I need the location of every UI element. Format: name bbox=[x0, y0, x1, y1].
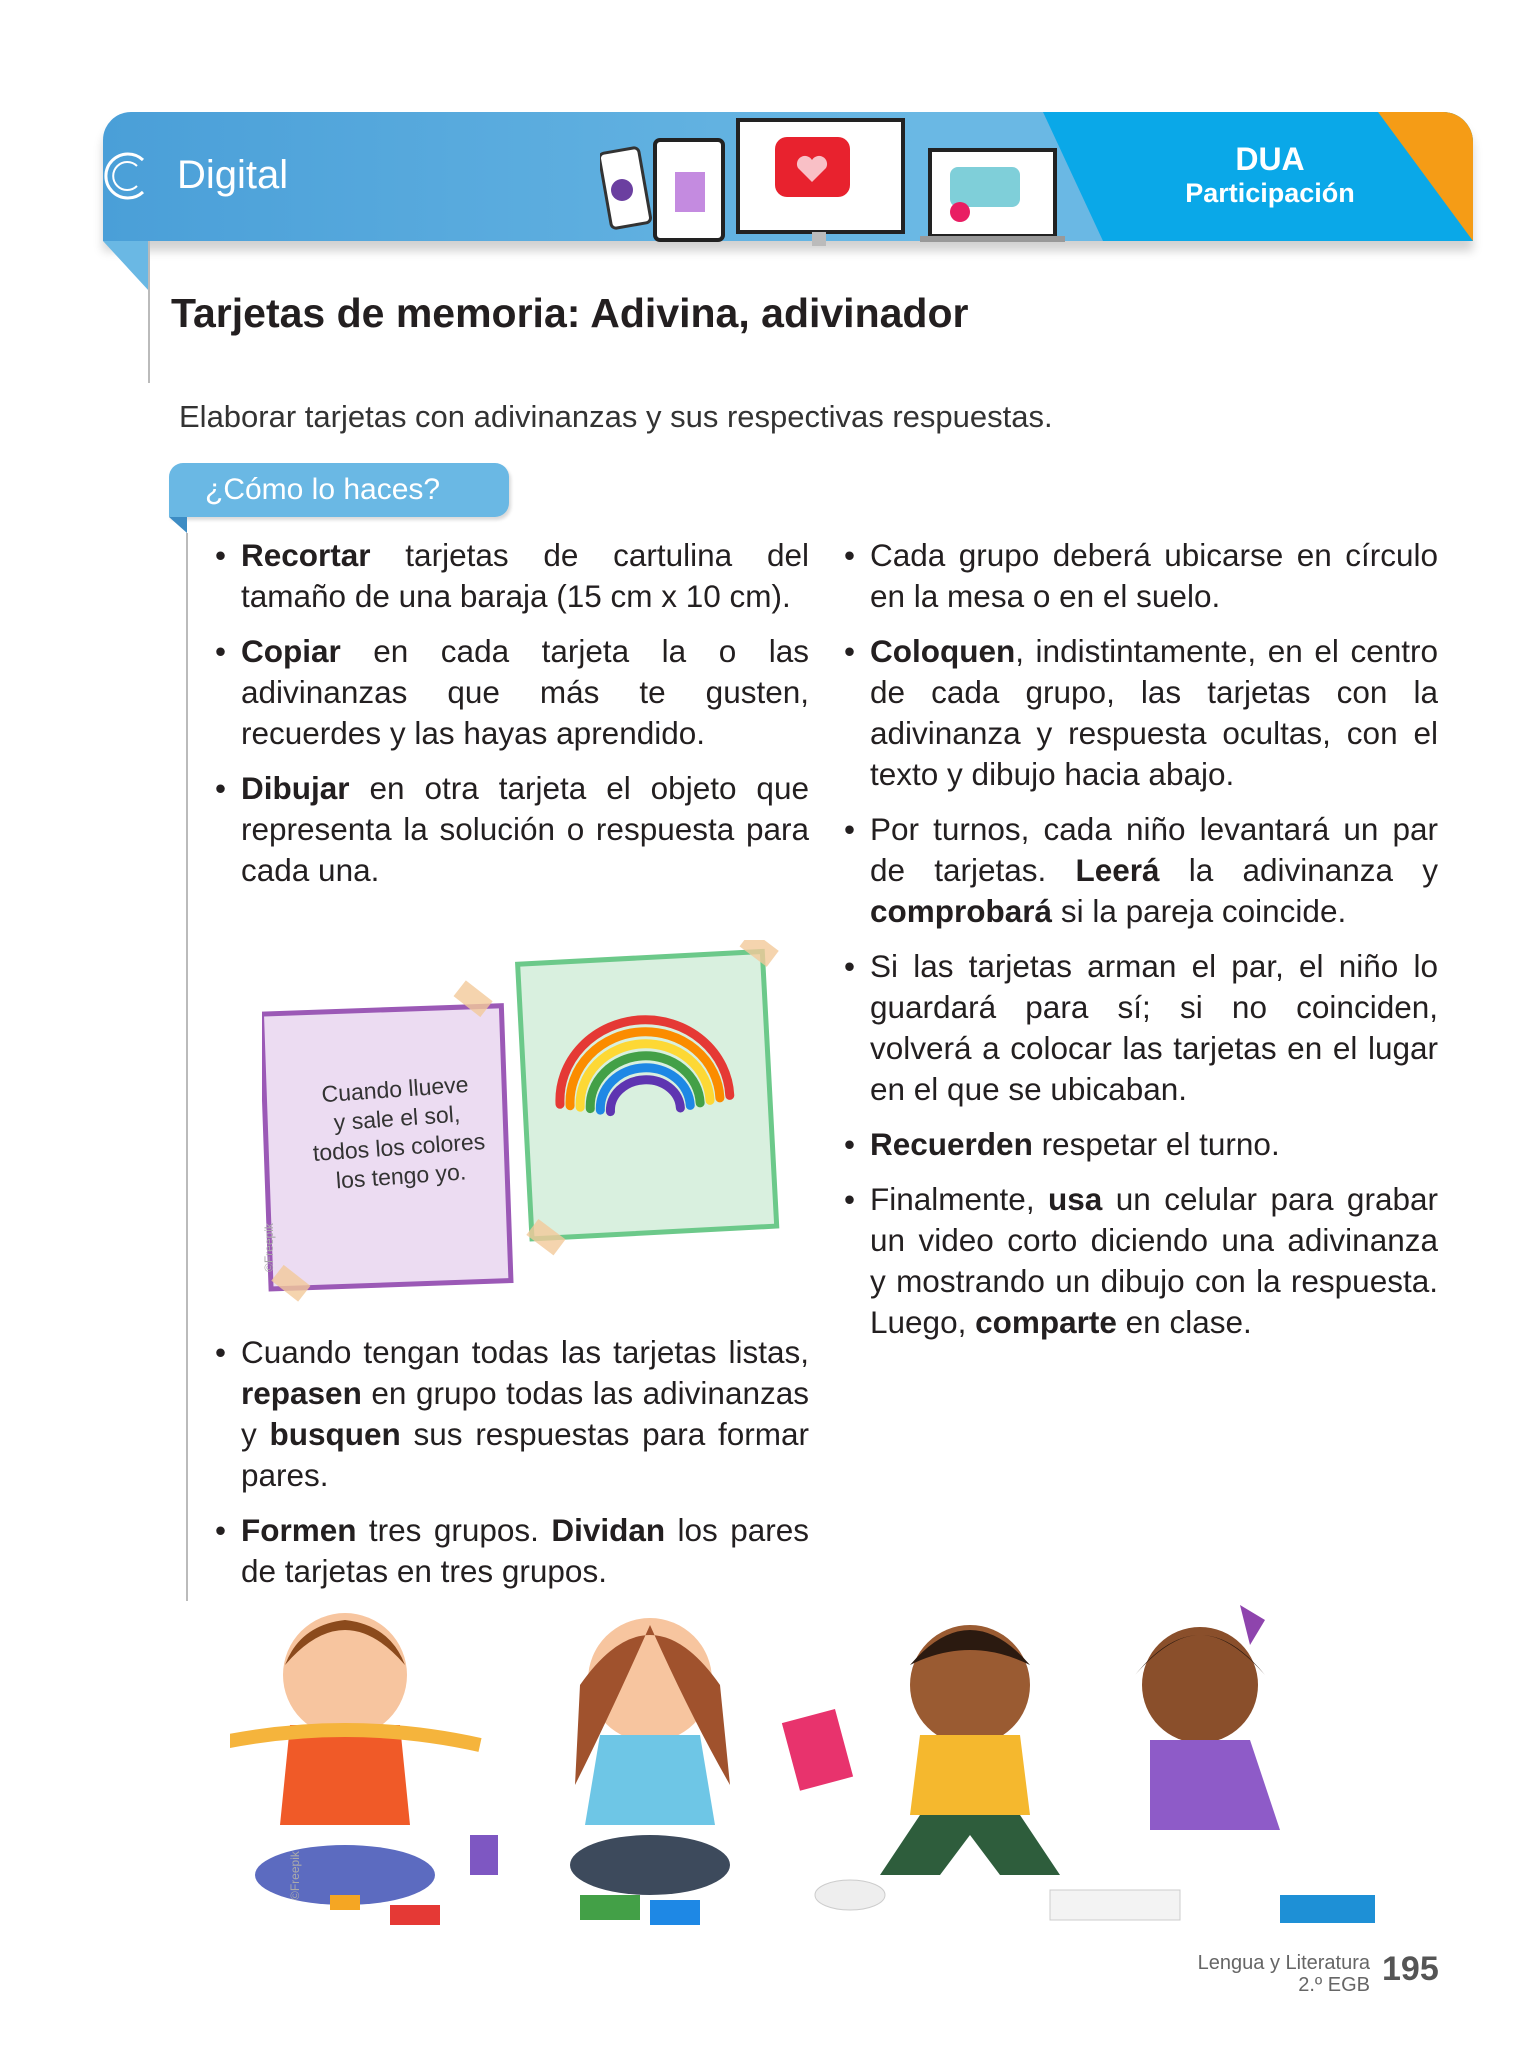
item-text: respetar el turno. bbox=[1032, 1126, 1280, 1162]
subject-name: Lengua y Literatura bbox=[1197, 1952, 1370, 1974]
keyword: Formen bbox=[241, 1512, 357, 1548]
riddle-line: Cuando llueve bbox=[320, 1071, 470, 1108]
keyword: Coloquen bbox=[870, 633, 1016, 669]
keyword: busquen bbox=[269, 1416, 401, 1452]
tab-fold bbox=[169, 517, 187, 533]
image-credit: ©Freepik bbox=[288, 1851, 302, 1900]
page-number: 195 bbox=[1382, 1950, 1439, 1988]
riddle-line: los tengo yo. bbox=[335, 1158, 467, 1194]
dua-title: DUA bbox=[1235, 141, 1305, 177]
list-item bbox=[840, 1124, 1438, 1165]
right-steps-list bbox=[840, 535, 1438, 1357]
margin-line bbox=[186, 533, 188, 1601]
riddle-text bbox=[279, 1067, 517, 1199]
keyword: Recortar bbox=[241, 537, 371, 573]
activity-objective: Elaborar tarjetas con adivinanzas y sus respectivas respuestas. bbox=[179, 399, 1053, 434]
craft-supplies bbox=[330, 1835, 1180, 1925]
item-text: si la pareja coincide. bbox=[1052, 893, 1347, 929]
item-text: , indistintamente, en el centro de cada grupo, las tarjetas con la adivinanza y respuesta ocultas, con el texto y dibujo hacia abajo. bbox=[870, 633, 1438, 792]
header-flag-tail bbox=[103, 241, 149, 291]
social-devices-illustration bbox=[600, 112, 1070, 252]
keyword: repasen bbox=[241, 1375, 362, 1411]
how-to-tab: ¿Cómo lo haces? bbox=[169, 463, 509, 517]
riddle-line: todos los colores bbox=[311, 1127, 486, 1166]
left-steps-list bbox=[211, 535, 809, 905]
list-item bbox=[840, 946, 1438, 1110]
children-crafting-illustration bbox=[230, 1595, 1430, 1940]
riddle-line: y sale el sol, bbox=[332, 1100, 461, 1136]
keyword: comparte bbox=[975, 1304, 1117, 1340]
item-text: en clase. bbox=[1116, 1304, 1252, 1340]
list-item bbox=[211, 768, 809, 891]
item-text: Cuando tengan todas las tarjetas listas, bbox=[241, 1334, 809, 1370]
item-text: en cada tarjeta la o las adivinanzas que más te gusten, recuerdes y las hayas aprendido. bbox=[241, 633, 809, 751]
list-item bbox=[211, 1332, 809, 1496]
item-text: en grupo todas las adivinanzas y bbox=[241, 1375, 809, 1452]
dua-subtitle: Participación bbox=[1185, 178, 1355, 208]
girl-with-scissors bbox=[570, 1618, 853, 1895]
keyword: Copiar bbox=[241, 633, 341, 669]
section-label: Digital bbox=[177, 153, 289, 197]
keyword: Recuerden bbox=[870, 1126, 1033, 1162]
boy-painting bbox=[880, 1625, 1060, 1875]
item-text: la adivinanza y bbox=[1159, 852, 1439, 888]
margin-line bbox=[148, 241, 150, 383]
item-text: Si las tarjetas arman el par, el niño lo guardará para sí; si no coinciden, volverá a colocar las tarjetas en el lugar en el que se ubicaban. bbox=[870, 948, 1438, 1107]
list-item bbox=[840, 809, 1438, 932]
keyword: Dividan bbox=[551, 1512, 666, 1548]
page-title: Tarjetas de memoria: Adivina, adivinador bbox=[171, 290, 969, 336]
item-text: Finalmente, bbox=[870, 1181, 1049, 1217]
digital-c-icon bbox=[103, 148, 151, 204]
item-text: tres grupos. bbox=[356, 1512, 552, 1548]
list-item bbox=[211, 631, 809, 754]
keyword: usa bbox=[1048, 1181, 1103, 1217]
item-text: los pares de tarjetas en tres grupos. bbox=[241, 1512, 809, 1589]
item-text: un celular para grabar un video corto diciendo una adivinanza y mostrando un dibujo con la respuesta. Luego, bbox=[870, 1181, 1438, 1340]
keyword: Dibujar bbox=[241, 770, 350, 806]
item-text: sus respuestas para formar pares. bbox=[241, 1416, 809, 1493]
dua-badge bbox=[1170, 142, 1370, 210]
boy-with-paper-chain bbox=[230, 1613, 480, 1905]
grade-label: 2.º EGB bbox=[1298, 1974, 1370, 1996]
keyword: Leerá bbox=[1075, 852, 1160, 888]
item-text: tarjetas de cartulina del tamaño de una baraja (15 cm x 10 cm). bbox=[241, 537, 809, 614]
left-steps-list-continued bbox=[211, 1332, 809, 1606]
keyword: comprobará bbox=[870, 893, 1053, 929]
footer-subject bbox=[1150, 1952, 1370, 1996]
list-item bbox=[840, 1179, 1438, 1343]
list-item bbox=[211, 1510, 809, 1592]
girl-painting bbox=[1135, 1605, 1375, 1923]
item-text: en otra tarjeta el objeto que representa la solución o respuesta para cada una. bbox=[241, 770, 809, 888]
image-credit: ©Freepik bbox=[262, 1223, 276, 1272]
list-item bbox=[840, 535, 1438, 617]
item-text: Cada grupo deberá ubicarse en círculo en la mesa o en el suelo. bbox=[870, 537, 1438, 614]
item-text: Por turnos, cada niño levantará un par de tarjetas. bbox=[870, 811, 1438, 888]
list-item bbox=[840, 631, 1438, 795]
list-item bbox=[211, 535, 809, 617]
